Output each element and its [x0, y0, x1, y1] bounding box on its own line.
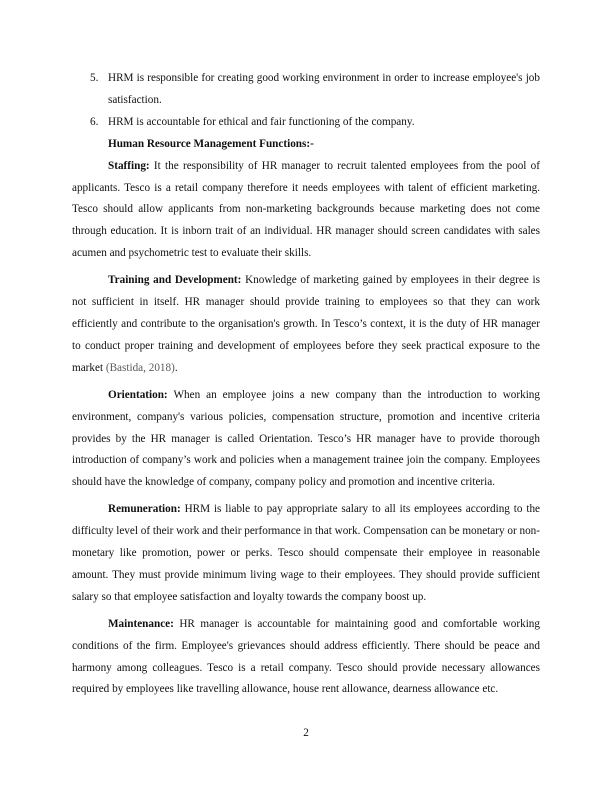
list-item-number: 5. — [90, 72, 99, 84]
staffing-term: Staffing: — [108, 159, 150, 172]
list-item-text: HRM is accountable for ethical and fair functioning of the company. — [108, 115, 415, 128]
list-item — [72, 112, 540, 134]
training-end: . — [174, 361, 178, 374]
staffing-paragraph — [72, 156, 540, 266]
list-item-text: HRM is responsible for creating good working environment in order to increase employee's job satisfaction. — [108, 72, 540, 106]
training-term: Training and Development: — [108, 274, 242, 287]
orientation-text: When an employee joins a new company than the introduction to working environment, company's various policies, compensation structure, promotion and incentive criteria provides by the HR manager is called Orientation. Tesco’s HR manager have to provide thorough introduction of company’s work and policies when a management trainee join the company. Employees should have the knowledge of company, company policy and promotion and incentive criteria. — [72, 388, 540, 489]
orientation-paragraph — [72, 385, 540, 495]
remuneration-term: Remuneration: — [108, 503, 181, 516]
section-heading: Human Resource Management Functions:- — [108, 137, 314, 150]
training-paragraph — [72, 270, 540, 380]
remuneration-paragraph — [72, 499, 540, 609]
staffing-text: It the responsibility of HR manager to recruit talented employees from the pool of applicants. Tesco is a retail company therefore it needs employees with talent of efficient marketing. Tesco should allow applicants from non-marketing backgrounds because marketing does not come through education. It is inborn trait of an individual. HR manager should screen candidates with sales acumen and psychometric test to evaluate their skills. — [72, 159, 540, 260]
citation: (Bastida, 2018) — [105, 361, 175, 374]
list-item — [72, 68, 540, 112]
page-number: 2 — [303, 727, 309, 739]
orientation-term: Orientation: — [108, 388, 168, 401]
maintenance-text: HR manager is accountable for maintaining good and comfortable working conditions of the firm. Employee's grievances should address efficiently. There should be peace and harmony among colleagues. Tesco is a retail company. Tesco should provide necessary allowances required by employees like travelling allowance, house rent allowance, dearness allowance etc. — [72, 617, 540, 696]
maintenance-term: Maintenance: — [108, 617, 174, 630]
list-item-number: 6. — [90, 115, 99, 128]
document-page — [72, 68, 540, 706]
maintenance-paragraph — [72, 614, 540, 702]
training-text: Knowledge of marketing gained by employees in their degree is not sufficient in itself. HR manager should provide training to employees so that they can work efficiently and contribute to the organisation's growth. In Tesco’s context, it is the duty of HR manager to conduct proper training and development of employees before they seek practical exposure to the market — [72, 274, 541, 374]
remuneration-text: HRM is liable to pay appropriate salary to all its employees according to the difficulty level of their work and their performance in that work. Compensation can be monetary or non-monetary like promotion, power or perks. Tesco should compensate their employee in reasonable amount. They must provide minimum living wage to their employees. They should provide sufficient salary so that employee satisfaction and loyalty towards the company boost up. — [72, 503, 540, 603]
